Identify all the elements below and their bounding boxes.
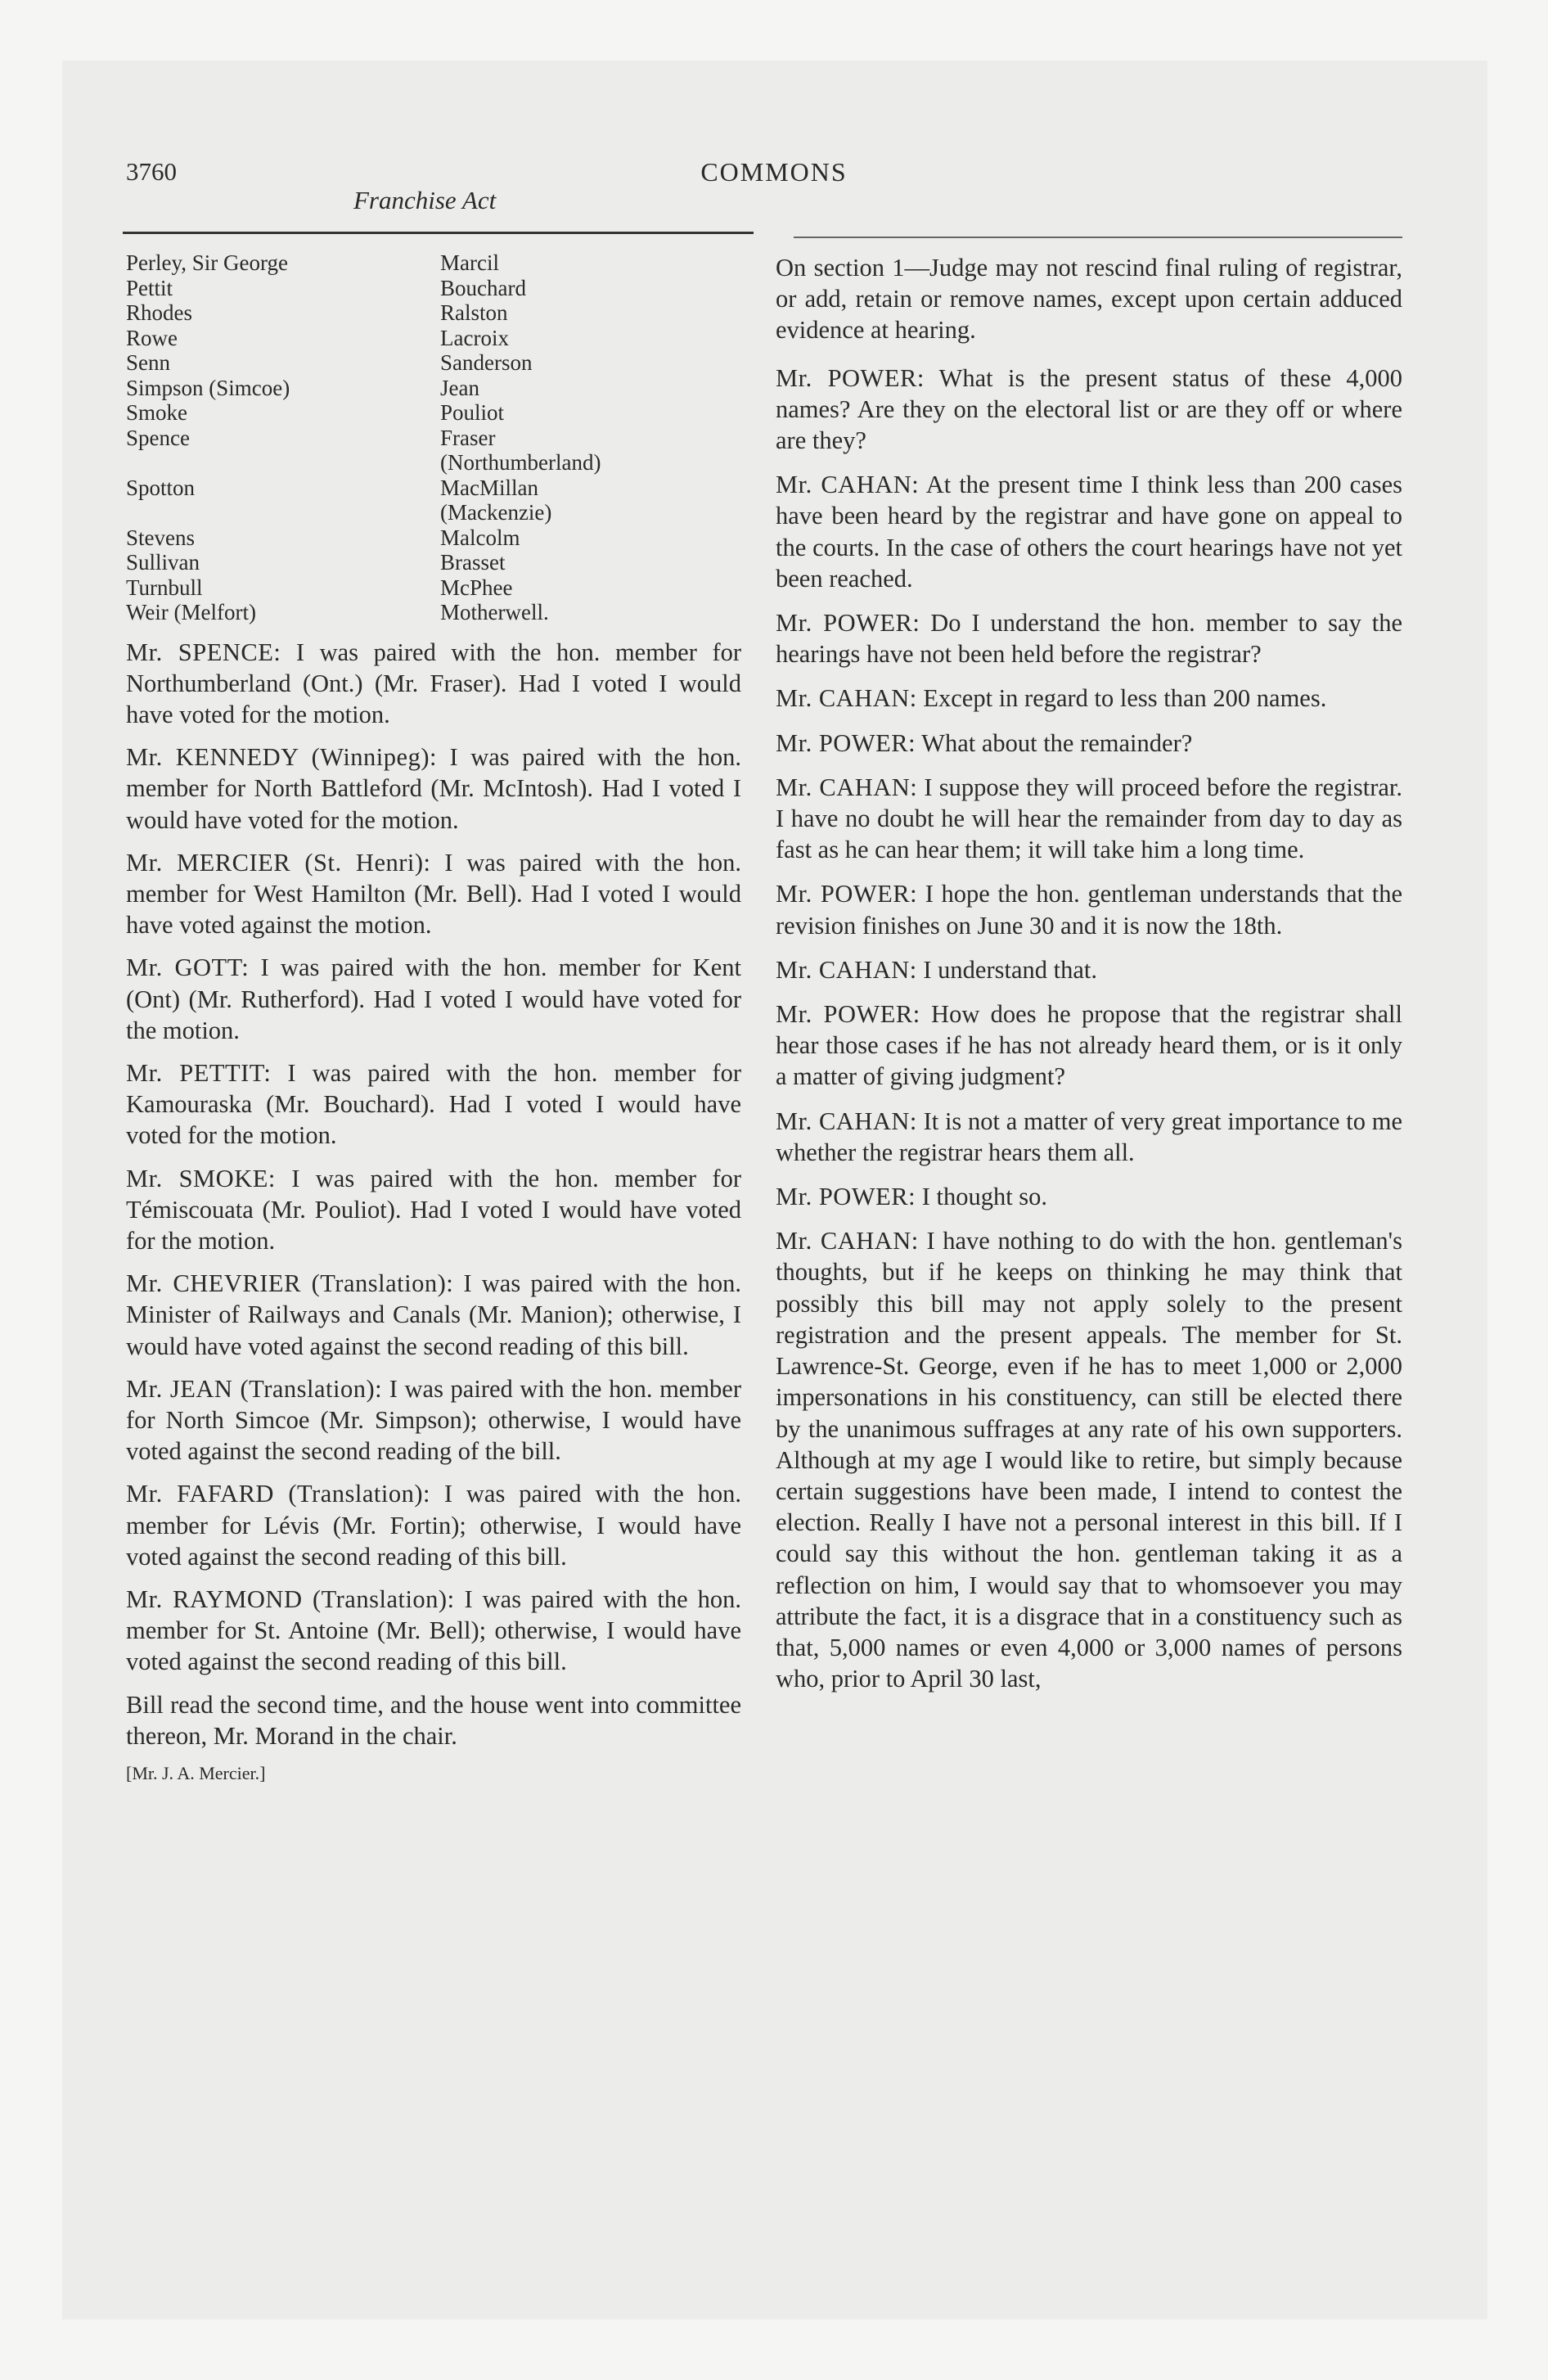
- pair-name: Pouliot: [440, 400, 505, 425]
- paragraph-text: I was paired with the hon. member for Lévis (Mr. Fortin); otherwise, I would have voted against the second reading of this bill.: [126, 1480, 741, 1571]
- paragraph-text: I was paired with the hon. member for West Hamilton (Mr. Bell). Had I voted I would have voted against the motion.: [126, 848, 741, 940]
- pair-name: MacMillan: [440, 475, 538, 500]
- paragraph-text: I understand that.: [916, 955, 1097, 984]
- paragraph: [776, 878, 1402, 940]
- paragraph: [126, 1478, 741, 1572]
- paragraph: [776, 1106, 1402, 1168]
- paragraph: [776, 998, 1402, 1093]
- pair-name: Rowe: [126, 325, 178, 350]
- speaker-name: Mr. SPENCE:: [126, 638, 281, 666]
- pair-name: Simpson (Simcoe): [126, 375, 290, 400]
- paragraph: [126, 741, 741, 836]
- section-title: Franchise Act: [353, 186, 497, 214]
- paragraph-text: I suppose they will proceed before the registrar. I have no doubt he will hear the remainder from day to day as fast as he can hear them; it will take him a long time.: [776, 773, 1402, 864]
- footer-reference: [Mr. J. A. Mercier.]: [126, 1763, 266, 1783]
- paragraph-text: What is the present status of these 4,000 names? Are they on the electoral list or are they off or where are they?: [776, 363, 1402, 455]
- paragraph-text: I thought so.: [916, 1183, 1048, 1211]
- paragraph: [126, 1584, 741, 1678]
- pair-name: Perley, Sir George: [126, 250, 288, 275]
- pair-name: Sullivan: [126, 550, 200, 575]
- speaker-name: Mr. MERCIER (St. Henri):: [126, 848, 431, 877]
- running-head: COMMONS: [700, 157, 848, 187]
- paragraph: [776, 954, 1402, 985]
- speaker-name: Mr. CAHAN:: [776, 955, 917, 984]
- pair-name: (Mackenzie): [440, 500, 552, 525]
- pair-name: Jean: [440, 375, 479, 400]
- header-rule-left: [123, 232, 754, 234]
- paragraph: [126, 952, 741, 1046]
- speaker-name: Mr. POWER:: [776, 1183, 916, 1211]
- pair-name: Spotton: [126, 475, 196, 500]
- speaker-name: Mr. POWER:: [776, 1000, 920, 1029]
- paragraph: [126, 1163, 741, 1257]
- pair-name: (Northumberland): [440, 450, 601, 475]
- page-number: 3760: [126, 157, 177, 186]
- speaker-name: Mr. CAHAN:: [776, 471, 920, 499]
- speaker-name: Mr. POWER:: [776, 363, 925, 392]
- speaker-name: Mr. PETTIT:: [126, 1058, 272, 1087]
- section-summary: On section 1—Judge may not rescind final ruling of registrar, or add, retain or remove names, except upon certain adduced evidence at hearing.: [776, 254, 1402, 345]
- paragraph: [126, 1057, 741, 1152]
- pair-name: Ralston: [440, 300, 508, 325]
- right-paragraphs: [776, 363, 1402, 1695]
- pair-name: Marcil: [440, 250, 499, 275]
- pairs-list: [126, 250, 741, 625]
- paragraph: [126, 1689, 741, 1751]
- speaker-name: Mr. RAYMOND (Translation):: [126, 1584, 455, 1613]
- pair-name: Spence: [126, 425, 190, 450]
- speaker-name: Mr. CAHAN:: [776, 1107, 917, 1135]
- speaker-name: Mr. CAHAN:: [776, 773, 918, 801]
- paragraph-text: I was paired with the hon. member for Kent (Ont) (Mr. Rutherford). Had I voted I would have voted for the motion.: [126, 953, 741, 1044]
- left-column: [126, 246, 741, 1784]
- pair-name: Weir (Melfort): [126, 600, 257, 624]
- pair-name: Brasset: [440, 550, 506, 575]
- paragraph: [126, 847, 741, 941]
- paragraph: [776, 607, 1402, 669]
- pair-name: [126, 500, 440, 525]
- pair-name: McPhee: [440, 575, 513, 600]
- pair-name: Rhodes: [126, 300, 192, 325]
- pair-name: [126, 450, 440, 476]
- pair-name: Turnbull: [126, 575, 203, 600]
- pair-name: Fraser: [440, 425, 496, 450]
- paragraph-text: I hope the hon. gentleman understands that the revision finishes on June 30 and it is now the 18th.: [776, 880, 1402, 940]
- paragraph-text: I was paired with the hon. member for North Simcoe (Mr. Simpson); otherwise, I would have voted against the second reading of the bill.: [126, 1374, 741, 1466]
- left-paragraphs: [126, 637, 741, 1752]
- paragraph-text: I have nothing to do with the hon. gentleman's thoughts, but if he keeps on thinking he may think that possibly this bill may not apply solely to the present registration and the present appeals. The member for St. Lawrence-St. George, even if he has to meet 1,000 or 2,000 impersonations in his constituency, can still be elected there by the unanimous suffrages at any rate of his own supporters. Although at my age I would like to retire, but simply because certain suggestions have been made, I intend to contest the election. Really I have not a personal interest in this bill. If I could say this without the hon. gentleman taking it as a reflection on him, I would say that to whomsoever you may attribute the fact, it is a disgrace that in a constituency such as that, 5,000 names or even 4,000 or 3,000 names of persons who, prior to April 30 last,: [776, 1227, 1403, 1693]
- speaker-name: Mr. SMOKE:: [126, 1164, 276, 1192]
- pair-name: Sanderson: [440, 350, 533, 375]
- paragraph: [126, 637, 741, 731]
- paragraph-text: How does he propose that the registrar shall hear those cases if he has not already heard them, or is it only a matter of giving judgment?: [776, 1000, 1402, 1091]
- paragraph: [776, 1225, 1402, 1694]
- paragraph-text: What about the remainder?: [916, 728, 1193, 757]
- pair-name: Malcolm: [440, 525, 520, 550]
- speaker-name: Mr. FAFARD (Translation):: [126, 1480, 430, 1508]
- pair-name: Motherwell.: [440, 600, 549, 624]
- pair-name: Pettit: [126, 275, 173, 300]
- pair-name: Lacroix: [440, 325, 509, 350]
- speaker-name: Mr. POWER:: [776, 880, 918, 908]
- paragraph: [776, 469, 1402, 594]
- paragraph-text: I was paired with the hon. member for Northumberland (Ont.) (Mr. Fraser). Had I voted I would have voted for the motion.: [126, 638, 742, 728]
- paragraph: [126, 1373, 741, 1467]
- paragraph-text: Bill read the second time, and the house went into committee thereon, Mr. Morand in the chair.: [126, 1690, 741, 1750]
- speaker-name: Mr. POWER:: [776, 728, 916, 757]
- speaker-name: Mr. CHEVRIER (Translation):: [126, 1269, 454, 1298]
- paragraph-text: I was paired with the hon. member for North Battleford (Mr. McIntosh). Had I voted I would have voted for the motion.: [126, 743, 741, 834]
- paragraph: [776, 728, 1402, 759]
- paragraph-text: I was paired with the hon. Minister of Railways and Canals (Mr. Manion); otherwise, I would have voted against the second reading of this bill.: [126, 1269, 741, 1360]
- speaker-name: Mr. JEAN (Translation):: [126, 1374, 383, 1403]
- pairs-right-column: [440, 250, 741, 625]
- paragraph-text: Do I understand the hon. member to say the hearings have not been held before the registrar?: [776, 609, 1402, 669]
- speaker-name: Mr. CAHAN:: [776, 1227, 919, 1255]
- paragraph-text: At the present time I think less than 200 cases have been heard by the registrar and have gone on appeal to the courts. In the case of others the court hearings have not yet been reached.: [776, 471, 1402, 593]
- pair-name: Bouchard: [440, 275, 526, 300]
- pair-name: Stevens: [126, 525, 195, 550]
- paragraph: [126, 1268, 741, 1362]
- paragraph-text: It is not a matter of very great importance to me whether the registrar hears them all.: [776, 1107, 1403, 1166]
- paragraph-text: I was paired with the hon. member for St. Antoine (Mr. Bell); otherwise, I would have voted against the second reading of this bill.: [126, 1584, 741, 1676]
- right-column: [776, 252, 1402, 1707]
- paragraph: [776, 363, 1402, 457]
- speaker-name: Mr. CAHAN:: [776, 684, 917, 713]
- pair-name: Smoke: [126, 400, 188, 425]
- paragraph: [776, 683, 1402, 714]
- paragraph-text: Except in regard to less than 200 names.: [916, 684, 1327, 713]
- paragraph: [776, 1181, 1402, 1212]
- speaker-name: Mr. KENNEDY (Winnipeg):: [126, 743, 437, 772]
- paragraph: [776, 772, 1402, 866]
- header-rule-right: [794, 237, 1402, 238]
- paragraph-text: I was paired with the hon. member for Kamouraska (Mr. Bouchard). Had I voted I would have voted for the motion.: [126, 1058, 741, 1150]
- paragraph-text: I was paired with the hon. member for Témiscouata (Mr. Pouliot). Had I voted I would have voted for the motion.: [126, 1164, 741, 1255]
- speaker-name: Mr. POWER:: [776, 609, 920, 638]
- speaker-name: Mr. GOTT:: [126, 953, 250, 982]
- pairs-left-column: [126, 250, 440, 625]
- pair-name: Senn: [126, 350, 170, 375]
